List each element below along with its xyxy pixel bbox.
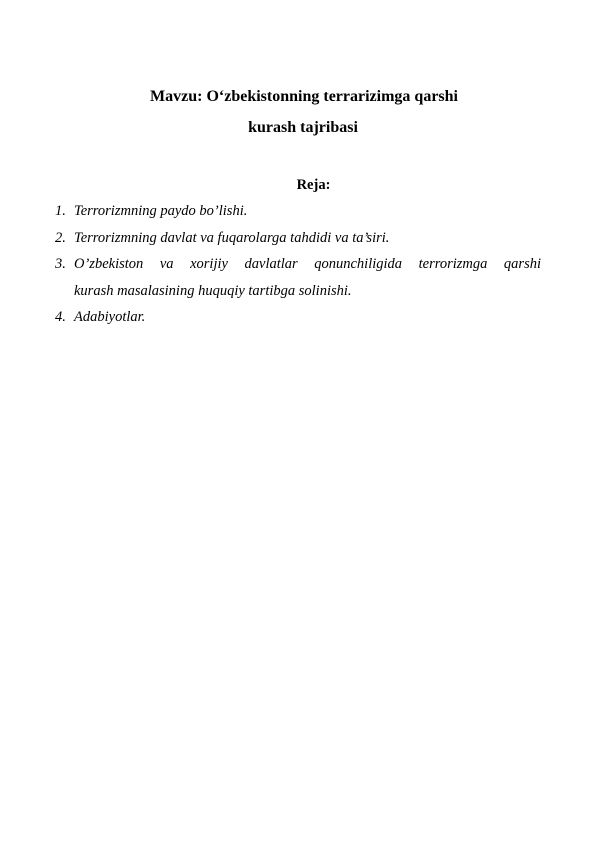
plan-item-text: Terrorizmning davlat va fuqarolarga tahdidi va ta’siri. bbox=[74, 229, 390, 246]
plan-item-text-line-2: kurash masalasining huquqiy tartibga solinishi. bbox=[74, 282, 352, 299]
plan-list bbox=[55, 198, 541, 331]
plan-item-number: 3. bbox=[55, 256, 66, 272]
plan-item-number: 2. bbox=[55, 229, 66, 246]
document-title-line-1: Mavzu: O‘zbekistonning terrarizimga qarshi bbox=[150, 88, 458, 105]
document-title-line-2: kurash tajribasi bbox=[248, 119, 358, 136]
plan-item-text: Terrorizmning paydo bo’lishi. bbox=[74, 203, 248, 219]
plan-item-text-line-1: O’zbekiston va xorijiy davlatlar qonunchiligida terrorizmga qarshi bbox=[74, 256, 541, 272]
plan-item-4 bbox=[55, 304, 541, 331]
plan-item-number: 1. bbox=[55, 203, 66, 219]
plan-item-text: Adabiyotlar. bbox=[74, 309, 146, 325]
plan-item-1 bbox=[55, 198, 541, 225]
plan-item-number: 4. bbox=[55, 309, 66, 325]
plan-item-text bbox=[74, 251, 541, 304]
plan-item-2 bbox=[55, 225, 541, 252]
plan-item-3 bbox=[55, 251, 541, 304]
plan-heading: Reja: bbox=[296, 177, 331, 193]
